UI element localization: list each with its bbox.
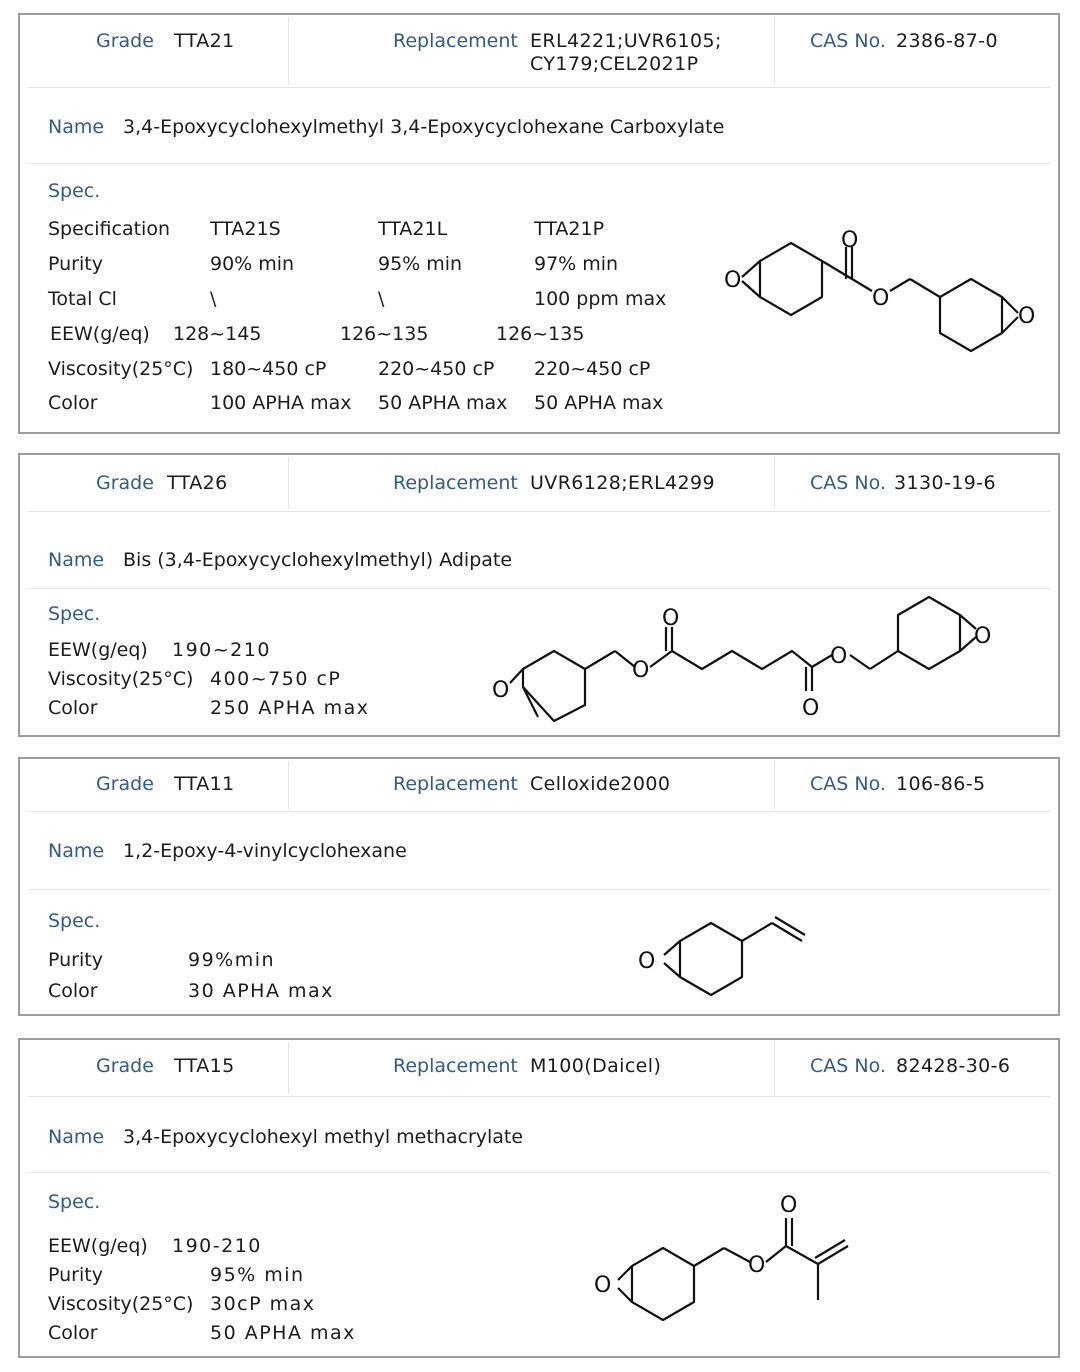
spec-label: Spec.	[48, 1191, 101, 1213]
spec-cell: 95% min	[210, 1264, 305, 1286]
grade-label: Grade	[96, 30, 154, 52]
chemical-structure	[20, 455, 1062, 739]
spec-cell: 220~450 cP	[378, 358, 495, 380]
atom-label: O	[638, 949, 656, 974]
product-name: Bis (3,4-Epoxycyclohexylmethyl) Adipate	[123, 549, 513, 571]
spec-cell: 100 ppm max	[534, 288, 667, 310]
spec-row-label: EEW(g/eq)	[48, 1235, 148, 1257]
bond	[766, 1246, 786, 1262]
atom-label: O	[780, 1193, 798, 1218]
spec-cell: TTA21L	[378, 218, 448, 240]
name-label: Name	[48, 116, 105, 138]
spec-cell: TTA21S	[210, 218, 281, 240]
cas-value: 82428-30-6	[896, 1055, 1011, 1077]
bond	[742, 281, 760, 297]
spec-cell: 190-210	[172, 1235, 262, 1257]
spec-cell: 126~135	[340, 323, 429, 345]
cyclohexane-ring	[632, 1248, 694, 1320]
spec-cell: 220~450 cP	[534, 358, 651, 380]
product-card-tta15	[18, 1038, 1060, 1358]
spec-row-label: Viscosity(25°C)	[48, 668, 194, 690]
bond	[815, 1240, 845, 1258]
spec-cell: \	[210, 288, 217, 310]
product-name: 1,2-Epoxy-4-vinylcyclohexane	[123, 840, 407, 862]
atom-label: O	[632, 658, 650, 683]
product-card-tta21	[18, 13, 1060, 434]
grade-value: TTA11	[174, 773, 235, 795]
spec-cell: 50 APHA max	[534, 392, 664, 414]
bond	[786, 1246, 818, 1264]
chemical-structure	[20, 759, 1062, 1018]
name-label: Name	[48, 549, 105, 571]
spec-cell: 95% min	[378, 253, 463, 275]
spec-cell: 190~210	[172, 639, 271, 661]
atom-label: O	[492, 678, 510, 703]
replacement-label: Replacement	[393, 472, 518, 494]
atom-label: O	[1018, 304, 1036, 329]
bond	[510, 669, 523, 683]
bond	[910, 279, 940, 297]
cyclohexane-ring	[940, 279, 1002, 351]
bond	[1002, 297, 1018, 313]
replacement-value-line1: Celloxide2000	[530, 773, 671, 795]
bond	[724, 1248, 750, 1262]
spec-cell: \	[378, 288, 385, 310]
atom-label: O	[974, 624, 992, 649]
spec-cell: 128~145	[173, 323, 262, 345]
name-label: Name	[48, 1126, 105, 1148]
atom-label: O	[841, 228, 859, 253]
spec-label: Spec.	[48, 910, 101, 932]
atom-label: O	[802, 696, 820, 721]
cas-value: 3130-19-6	[894, 472, 996, 494]
spec-row-label: Color	[48, 392, 98, 414]
bond	[618, 1266, 632, 1280]
chemical-structure	[20, 1040, 1062, 1360]
spec-cell: 50 APHA max	[378, 392, 508, 414]
spec-cell: 100 APHA max	[210, 392, 352, 414]
replacement-value-line1: UVR6128;ERL4299	[530, 472, 716, 494]
bond	[585, 651, 615, 669]
atom-label: O	[748, 1253, 766, 1278]
spec-row-label: Purity	[48, 949, 103, 971]
replacement-label: Replacement	[393, 30, 518, 52]
cas-label: CAS No.	[810, 30, 886, 52]
product-name: 3,4-Epoxycyclohexyl methyl methacrylate	[123, 1126, 524, 1148]
bond	[742, 261, 760, 277]
cas-label: CAS No.	[810, 1055, 886, 1077]
replacement-value-line1: ERL4221;UVR6105;	[530, 30, 722, 52]
bond	[890, 279, 910, 291]
bond	[772, 923, 802, 941]
grade-label: Grade	[96, 472, 154, 494]
spec-row-label: Viscosity(25°C)	[48, 1293, 194, 1315]
bond	[812, 655, 832, 667]
atom-label: O	[872, 286, 890, 311]
atom-label: O	[594, 1273, 612, 1298]
spec-cell: 99%min	[188, 949, 276, 971]
spec-cell: 97% min	[534, 253, 619, 275]
cyclohexane-ring	[680, 923, 742, 995]
cas-label: CAS No.	[810, 773, 886, 795]
bond	[664, 963, 680, 977]
bond	[1002, 317, 1018, 333]
spec-row-label: Specification	[48, 218, 170, 240]
replacement-value-line1: M100(Daicel)	[530, 1055, 662, 1077]
chemical-structure	[20, 15, 1062, 436]
spec-cell: 30cP max	[210, 1293, 316, 1315]
bond	[742, 923, 772, 941]
atom-label: O	[724, 268, 742, 293]
bond	[650, 651, 672, 667]
spec-row-label: Total Cl	[48, 288, 117, 310]
grade-label: Grade	[96, 773, 154, 795]
bond	[694, 1248, 724, 1266]
replacement-label: Replacement	[393, 1055, 518, 1077]
cas-value: 106-86-5	[896, 773, 986, 795]
spec-cell: 126~135	[496, 323, 585, 345]
spec-row-label: Purity	[48, 1264, 103, 1286]
spec-row-label: Color	[48, 980, 98, 1002]
spec-cell: 400~750 cP	[210, 668, 342, 690]
spec-cell: 180~450 cP	[210, 358, 327, 380]
spec-cell: TTA21P	[534, 218, 605, 240]
cyclohexane-ring	[760, 243, 822, 315]
cas-value: 2386-87-0	[896, 30, 998, 52]
replacement-value-line2: CY179;CEL2021P	[530, 53, 699, 75]
spec-row-label: EEW(g/eq)	[48, 639, 148, 661]
grade-value: TTA15	[174, 1055, 235, 1077]
spec-label: Spec.	[48, 603, 101, 625]
cas-label: CAS No.	[810, 472, 886, 494]
spec-row-label: Viscosity(25°C)	[48, 358, 194, 380]
spec-cell: 50 APHA max	[210, 1322, 356, 1344]
bond	[850, 655, 870, 669]
spec-row-label: Purity	[48, 253, 103, 275]
spec-row-label: EEW(g/eq)	[50, 323, 150, 345]
spec-row-label: Color	[48, 697, 98, 719]
spec-label: Spec.	[48, 180, 101, 202]
cyclohexane-ring	[523, 651, 585, 721]
grade-value: TTA21	[174, 30, 235, 52]
atom-label: O	[830, 644, 848, 669]
bond	[852, 279, 872, 291]
spec-cell: 90% min	[210, 253, 295, 275]
product-card-tta11	[18, 757, 1060, 1016]
name-label: Name	[48, 840, 105, 862]
bond	[870, 651, 898, 669]
grade-label: Grade	[96, 1055, 154, 1077]
bond	[818, 1246, 848, 1264]
bond	[775, 917, 805, 935]
spec-cell: 250 APHA max	[210, 697, 370, 719]
atom-label: O	[662, 606, 680, 631]
bond	[618, 1288, 632, 1302]
product-card-tta26	[18, 453, 1060, 737]
bond	[664, 941, 680, 955]
product-name: 3,4-Epoxycyclohexylmethyl 3,4-Epoxycyclohexane Carboxylate	[123, 116, 725, 138]
spec-cell: 30 APHA max	[188, 980, 334, 1002]
bond	[822, 261, 852, 279]
carbon-chain	[672, 651, 812, 669]
cyclohexane-ring	[898, 597, 960, 669]
replacement-label: Replacement	[393, 773, 518, 795]
spec-row-label: Color	[48, 1322, 98, 1344]
grade-value: TTA26	[167, 472, 228, 494]
